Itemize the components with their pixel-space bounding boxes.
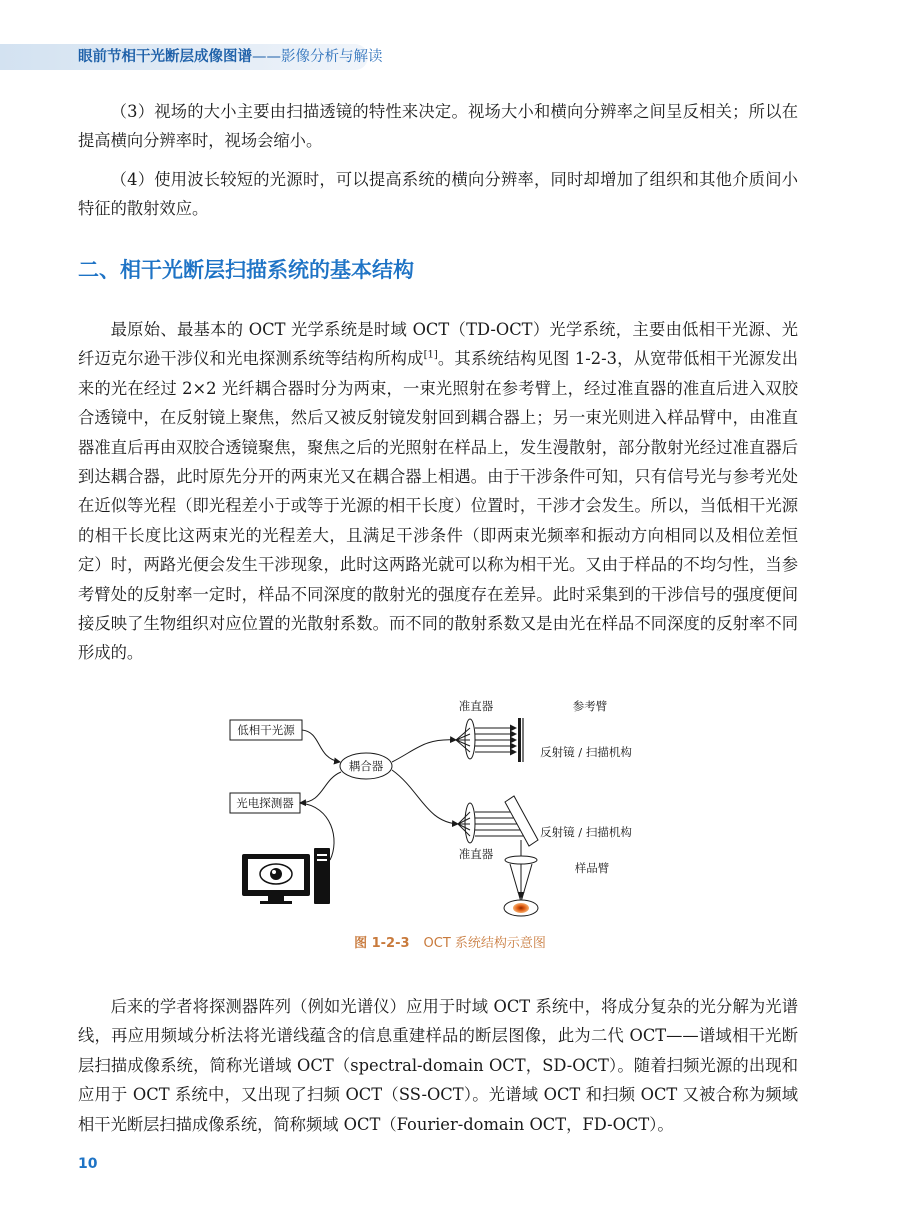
oct-system-diagram bbox=[220, 690, 650, 922]
computer-icon bbox=[242, 848, 330, 904]
main-paragraph-block bbox=[78, 315, 798, 668]
focus-beam-right bbox=[521, 864, 532, 902]
collimator-bottom-lens bbox=[465, 803, 475, 843]
top-paragraphs bbox=[78, 97, 798, 224]
light-source-label: 低相干光源 bbox=[237, 723, 295, 737]
collimator-top-label: 准直器 bbox=[458, 699, 494, 713]
book-subtitle: 影像分析与解读 bbox=[281, 49, 383, 65]
page-number: 10 bbox=[78, 1156, 98, 1172]
figure-number: 图 1-2-3 bbox=[354, 936, 410, 951]
running-header bbox=[78, 47, 383, 67]
sample-arm-fiber bbox=[392, 770, 458, 824]
collimator-bottom-label: 准直器 bbox=[458, 847, 494, 861]
source-to-coupler-fiber bbox=[302, 730, 340, 762]
bottom-paragraph-block bbox=[78, 992, 798, 1139]
sample-eye-iris bbox=[513, 903, 529, 913]
reference-mark: [1] bbox=[423, 349, 438, 361]
main-paragraph-part1: 最原始、最基本的 OCT 光学系统是时域 OCT（TD-OCT）光学系统，主要由低相干光源、光纤迈克尔逊干涉仪和光电探测系统等结构所构成 bbox=[78, 320, 798, 369]
header-dash: —— bbox=[252, 49, 281, 65]
reference-arm-fiber bbox=[392, 740, 456, 762]
reference-arm-label: 参考臂 bbox=[572, 699, 608, 713]
bottom-paragraph: 后来的学者将探测器阵列（例如光谱仪）应用于时域 OCT 系统中，将成分复杂的光分解为光谱线，再应用频域分析法将光谱线蕴含的信息重建样品的断层图像，此为二代 OCT——谱域相干光断层扫描成像系统，简称光谱域 OCT（spectral-domain OCT，SD-OCT）。随着扫频光源的出现和应用于 OCT 系统中，又出现了扫频 OCT（SS-OCT）。光谱域 OCT 和扫频 OCT 又被合称为频域相干光断层扫描成像系统，简称频域 OCT（Fourier-domain OCT，FD-OCT）。 bbox=[78, 997, 798, 1134]
paragraph-item-3: （3）视场的大小主要由扫描透镜的特性来决定。视场大小和横向分辨率之间呈反相关；所以在提高横向分辨率时，视场会缩小。 bbox=[78, 102, 798, 151]
collimator-top-lens bbox=[465, 719, 475, 759]
figure-caption bbox=[0, 932, 900, 951]
reference-mirror bbox=[518, 718, 521, 762]
main-paragraph-part2: 。其系统结构见图 1-2-3，从宽带低相干光源发出来的光在经过 2×2 光纤耦合器时分为两束，一束光照射在参考臂上，经过准直器的准直后进入双胶合透镜中，在反射镜上聚焦，然后又被反射镜发射回到耦合器上；另一束光则进入样品臂中，由准直器准直后再由双胶合透镜聚焦，聚焦之后的光照射在样品上，发生漫散射，部分散射光经过准直器后到达耦合器，此时原先分开的两束光又在耦合器上相遇。由于干涉条件可知，只有信号光与参考光处在近似等光程（即光程差小于或等于光源的相干长度）位置时，干涉才会发生。所以，当低相干光源的相干长度比这两束光的光程差大，且满足干涉条件（即两束光频率和振动方向相同以及相位差恒定）时，两路光便会发生干涉现象，此时这两路光就可以称为相干光。又由于样品的不均匀性，当参考臂处的反射率一定时，样品不同深度的散射光的强度存在差异。此时采集到的干涉信号的强度便间接反映了生物组织对应位置的光散射系数。而不同的散射系数又是由光在样品不同深度的反射率不同形成的。 bbox=[78, 349, 798, 663]
figure-caption-text: OCT 系统结构示意图 bbox=[423, 936, 546, 951]
reference-mirror-back bbox=[522, 718, 524, 762]
mirror-bottom-label: 反射镜 / 扫描机构 bbox=[540, 825, 632, 839]
coupler-label: 耦合器 bbox=[348, 759, 384, 773]
sample-arm-label: 样品臂 bbox=[574, 861, 610, 875]
objective-lens bbox=[505, 856, 537, 864]
book-title: 眼前节相干光断层成像图谱 bbox=[78, 49, 252, 65]
mirror-top-label: 反射镜 / 扫描机构 bbox=[540, 745, 632, 759]
paragraph-item-4: （4）使用波长较短的光源时，可以提高系统的横向分辨率，同时却增加了组织和其他介质间小特征的散射效应。 bbox=[78, 169, 798, 219]
section-title: 二、相干光断层扫描系统的基本结构 bbox=[78, 258, 414, 282]
focus-beam-left bbox=[510, 864, 521, 902]
main-paragraph bbox=[78, 315, 798, 668]
scanning-mirror bbox=[505, 796, 538, 846]
coupler-to-detector-fiber bbox=[300, 772, 341, 803]
detector-label: 光电探测器 bbox=[236, 796, 294, 810]
